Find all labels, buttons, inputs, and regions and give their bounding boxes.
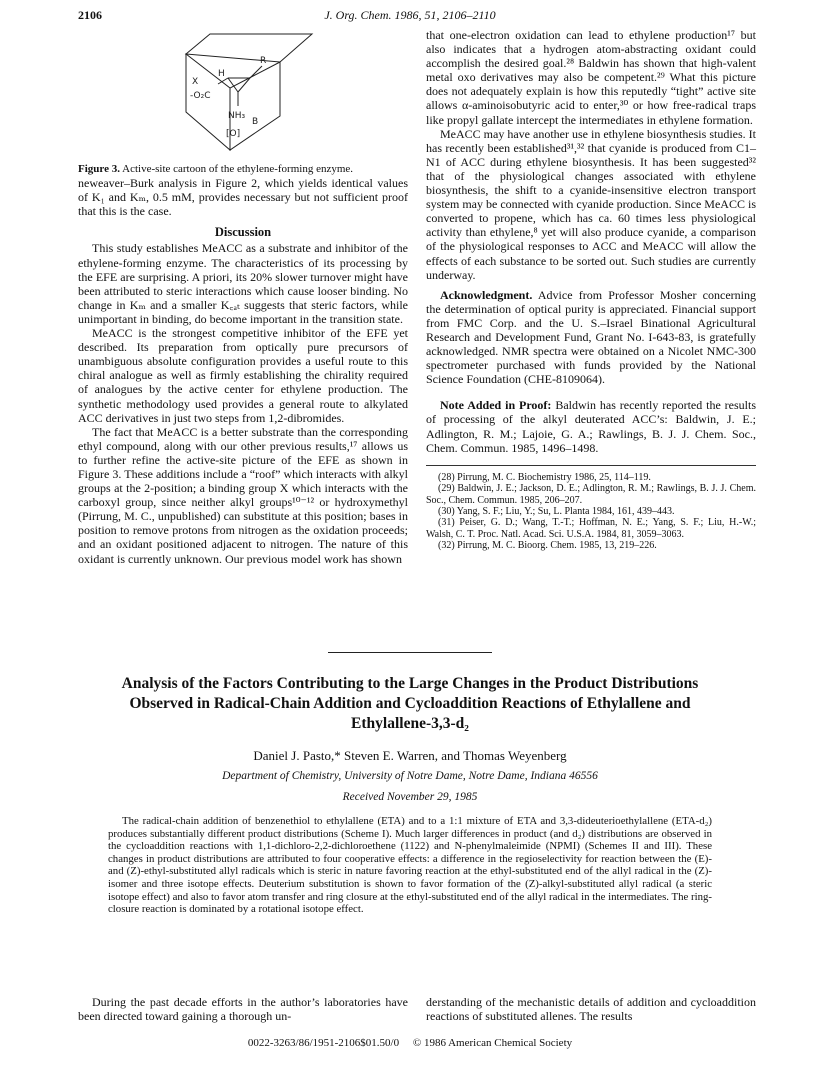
paragraph: The fact that MeACC is a better substrate than the corresponding ethyl compound, along with our other previous results,¹⁷ allows us to further refine the active-site picture of the EFE as shown in Figure 3. These additions include a “roof” which interacts with alkyl groups at the 2-position; a binding group X which interacts with the carboxyl group, since neither alkyl groups¹⁰⁻¹² or hydroxymethyl (Pirrung, M. C., unpublished) can substitute at this position; bases in position to remove protons from nitrogen as the oxidation proceeds; and an oxidant positioned adjacent to nitrogen. The nature of this oxidant is currently unknown. Our previous model work has shown <box>78 424 408 566</box>
note-added-in-proof <box>426 398 756 454</box>
caption-label: Figure 3. <box>78 163 120 175</box>
paragraph: MeACC is the strongest competitive inhibitor of the EFE yet described. Its preparation from optically pure precursors of unambiguous absolute configuration provides a useful route to this chiral analogue as well as firmly establishing the chirality required of analogues by the active center for ethylene production. The synthetic methodology used provides a general route to alkylated ACC derivatives in just two steps from 1,2-dibromides. <box>78 326 408 425</box>
article-authors: Daniel J. Pasto,* Steven E. Warren, and Thomas Weyenberg <box>253 748 567 763</box>
article-separator <box>328 652 492 653</box>
footer-copyright: © 1986 American Chemical Society <box>412 1037 573 1049</box>
footer-code: 0022-3263/86/1951-2106$01.50/0 <box>247 1037 400 1049</box>
roof-plane <box>186 34 312 62</box>
page-footer <box>0 1037 820 1049</box>
reference-item: (29) Baldwin, J. E.; Jackson, D. E.; Adlington, R. M.; Rawlings, B. J. J. Chem. Soc., Chem. Commun. 1985, 206–207. <box>426 483 756 506</box>
left-column <box>78 28 408 566</box>
paragraph: neweaver–Burk analysis in Figure 2, which yields identical values of K₁ and Kₘ, 0.5 mM, provides necessary but not sufficient proof that this is the case. <box>78 176 408 219</box>
active-site-cartoon <box>78 28 408 162</box>
references <box>426 465 756 552</box>
figure-caption <box>78 162 408 176</box>
reference-item: (31) Peiser, G. D.; Wang, T.-T.; Hoffman, N. E.; Yang, S. F.; Liu, H.-W.; Walsh, C. T. Proc. Natl. Acad. Sci. U.S.A. 1984, 81, 3059–3063. <box>426 517 756 540</box>
label-h: H <box>218 69 225 79</box>
paragraph: MeACC may have another use in ethylene biosynthesis studies. It has recently been established³¹,³² that cyanide is produced from C1–N1 of ACC during ethylene biosynthesis. It has been suggested³² that of the physiological changes associated with ethylene biosynthesis, the shift to a cyanide-insensitive electron transport system may be connected with cyanide production. Since MeACC is converted to propene, which has ca. 60 times less physiological activity than ethylene,⁸ yet will also produce cyanide, a comparison of the physiological responses to ACC and MeACC will allow the effects of each substance to be sorted out. Such studies are currently underway. <box>426 126 756 282</box>
acknowledgment-heading: Acknowledgment. <box>440 287 533 302</box>
note-heading: Note Added in Proof: <box>440 398 552 413</box>
abstract <box>108 815 712 916</box>
right-column <box>426 28 756 552</box>
label-b: B <box>252 117 259 127</box>
label-r: R <box>260 56 267 66</box>
discussion-heading: Discussion <box>214 225 272 240</box>
paragraph: This study establishes MeACC as a substrate and inhibitor of the ethylene-forming enzyme. The characteristics of its processing by the EFE are surprising. A priori, its 20% slower turnover might have been attributed to steric interactions which cause looser binding. No change in Kₘ and a smaller K꜀ₐₜ suggests that steric factors, while unimportant in binding, do become important in the transition state. <box>78 241 408 326</box>
figure-3 <box>78 28 408 162</box>
acknowledgment <box>426 288 756 387</box>
intro-right-column <box>426 995 756 1023</box>
running-header: J. Org. Chem. 1986, 51, 2106–2110 <box>324 8 496 22</box>
label-nh3: NH₃ <box>228 111 246 121</box>
article-affiliation: Department of Chemistry, University of Notre Dame, Notre Dame, Indiana 46556 <box>222 770 598 782</box>
received-date: Received November 29, 1985 <box>342 791 478 803</box>
label-oxidant: [O] <box>226 129 241 139</box>
reference-item: (30) Yang, S. F.; Liu, Y.; Su, L. Planta 1984, 161, 439–443. <box>438 505 675 517</box>
article-title: Analysis of the Factors Contributing to the Large Changes in the Product Distributions Observed in Radical-Chain Addition and Cycloaddition Reactions of Ethylallene and Ethylallene-3,3-d₂ <box>121 675 699 732</box>
label-carboxylate: -O₂C <box>190 91 211 101</box>
abstract-text: The radical-chain addition of benzenethiol to ethylallene (ETA) and to a 1:1 mixture of ETA and 3,3-dideuterioethylallene (ETA-d₂) produces substantially different product distributions (Scheme I). Much larger differences in product (and d₂) distributions are observed in the cycloaddition reactions with 1,1-dichloro-2,2-dichloroethene (1122) and N-phenylmaleimide (NPMI) (Schemes II and III). These changes in product distributions are attributed to four cooperative effects: a difference in the regioselectivity for reaction between the (E)- and (Z)-ethyl-substituted allyl radicals which is steric in nature favoring reaction at the ethyl-substituted end of the allyl radical in the (Z)-isomer and three isotope effects. Deuterium substitution is shown to favor formation of the (Z)-alkyl-substituted allyl radical (a steric isotope effect) and also to favor atom transfer and ring closure at the ethyl-substituted end of the allyl radical in the intermediates. The ring-closure reaction is dominated by a rotational isotope effect. <box>108 815 712 916</box>
page-number: 2106 <box>78 8 102 22</box>
intro-text-left: During the past decade efforts in the author’s laboratories have been directed toward gaining a thorough un- <box>78 995 408 1024</box>
acknowledgment-text: Advice from Professor Mosher concerning the determination of optical purity is appreciated. Financial support from FMC Corp. and the U. S.–Israel Binational Agricultural Research and Development Fund, Grant No. I-643-83, is gratefully acknowledged. NMR spectra were obtained on a Nicolet NMC-300 spectrometer purchased with funds provided by the National Science Foundation (CHE-8109064). <box>426 287 756 387</box>
intro-left-column <box>78 995 408 1023</box>
note-text: Baldwin has recently reported the results of processing of the alkyl deuterated ACC’s: Baldwin, J. E.; Adlington, R. M.; Lajoie, G. A.; Rawlings, B. J. J. Chem. Soc., Chem. Commun. 1985, 1496–1498. <box>426 398 757 455</box>
paragraph: that one-electron oxidation can lead to ethylene production¹⁷ but also indicates that a hydrogen atom-abstracting oxidant could accomplish the desired goal.²⁸ Baldwin has shown that high-valent metal oxo derivatives may also be competent.²⁹ What this picture does not adequately explain is how this reputedly “tight” active site allows α-aminoisobutyric acid to enter,³⁰ or how free-radical traps like propyl gallate intercept the intermediates in ethylene formation. <box>426 28 756 127</box>
reference-item: (28) Pirrung, M. C. Biochemistry 1986, 25, 114–119. <box>438 471 651 483</box>
reference-item: (32) Pirrung, M. C. Bioorg. Chem. 1985, 13, 219–226. <box>438 540 657 552</box>
label-x: X <box>192 77 199 87</box>
caption-text: Active-site cartoon of the ethylene-forming enzyme. <box>122 163 354 175</box>
intro-text-right: derstanding of the mechanistic details of addition and cycloaddition reactions of substituted allenes. The results <box>426 995 756 1024</box>
